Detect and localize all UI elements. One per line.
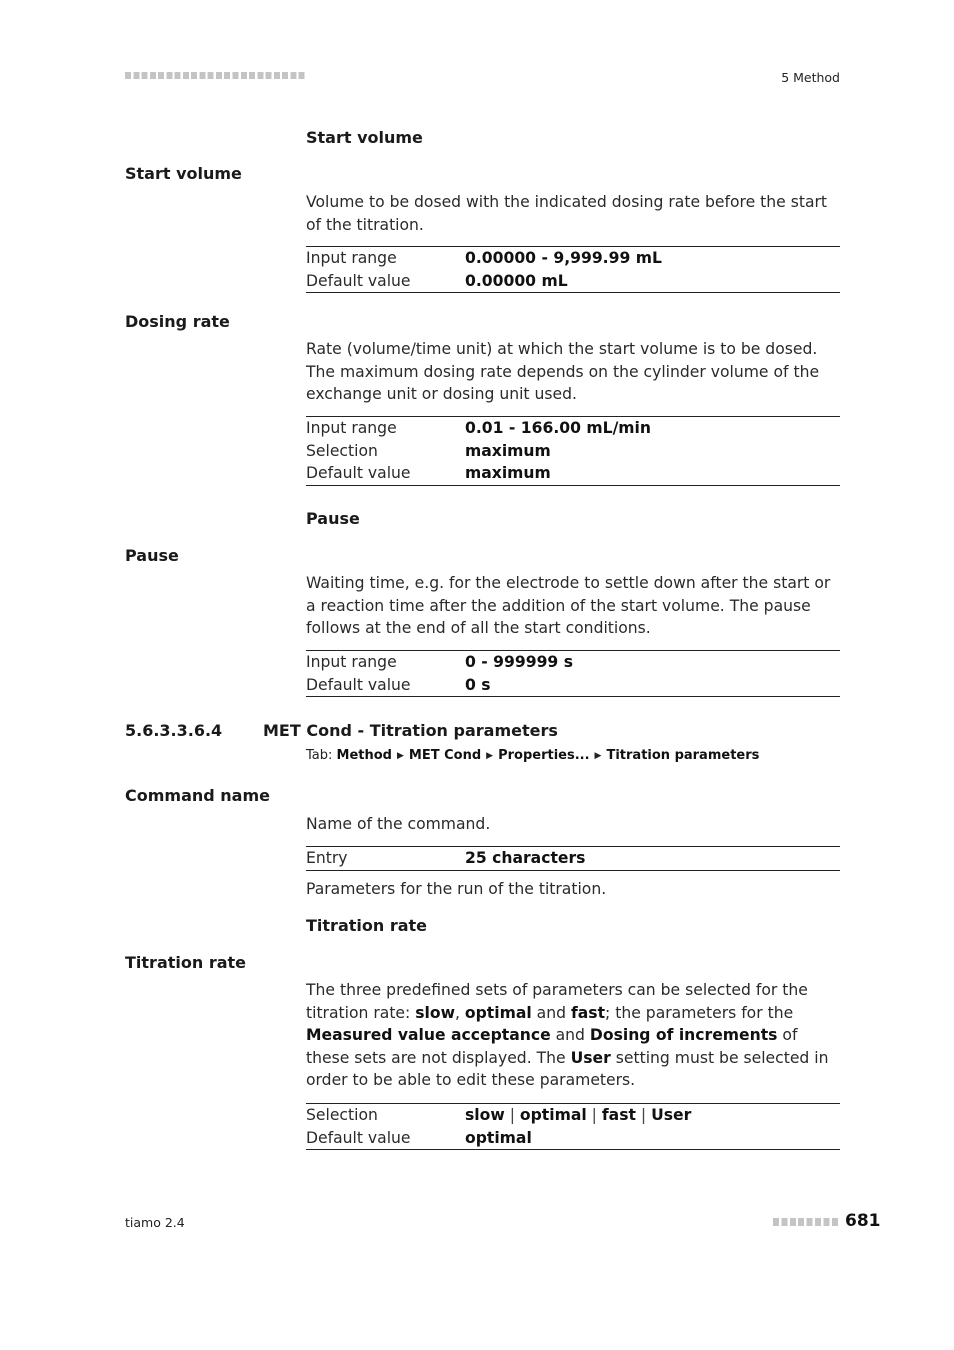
tab-path [306,748,759,763]
pause-description: Waiting time, e.g. for the electrode to settle down after the start or a reaction time after the addition of the start volume. The pause follows at the end of all the start conditions. [306,574,831,638]
command-name-note: Parameters for the run of the titration. [306,880,607,898]
command-name-table [306,846,840,871]
row-key: Input range [306,419,397,437]
table-row [306,440,840,463]
row-value: 25 characters [465,849,586,867]
triangle-right-icon: ▶ [397,751,404,761]
row-value: optimal [465,1128,532,1147]
row-value: 0.01 - 166.00 mL/min [465,419,651,437]
param-label-pause: Pause [125,546,179,565]
subheading-pause: Pause [306,509,360,528]
footer-decoration [773,1218,840,1226]
row-value: 0 - 999999 s [465,653,573,671]
triangle-right-icon: ▶ [486,751,494,761]
table-row [306,247,840,270]
table-row [306,1104,840,1127]
pause-table [306,650,840,697]
subheading-titration-rate: Titration rate [306,916,428,935]
tab-path-item: Titration parameters [606,748,760,763]
row-value: 0 s [465,675,491,694]
row-key: Input range [306,653,397,671]
table-row [306,1127,840,1150]
titration-rate-description: The three predefined sets of parameters can be selected for the titration rate: slow, optimal and fast; the parameters for the Measured value acceptance and Dosing of increments of these sets are not displayed. The User setting must be selected in order to be able to edit these parameters. [306,981,829,1090]
row-value: 0.00000 - 9,999.99 mL [465,249,662,267]
row-key: Selection [306,1106,378,1124]
param-label-command-name: Command name [125,786,270,805]
chapter-label: 5 Method [781,70,840,85]
tab-path-item: MET Cond [408,748,482,763]
table-row [306,651,840,674]
row-value: 0.00000 mL [465,271,568,290]
triangle-right-icon: ▶ [594,751,602,761]
page-number: 681 [845,1211,881,1231]
table-row [306,674,840,697]
row-value: maximum [465,441,551,460]
row-value: slow | optimal | fast | User [465,1106,692,1124]
dosing-rate-description: Rate (volume/time unit) at which the start volume is to be dosed. The maximum dosing rate depends on the cylinder volume of the exchange unit or dosing unit used. [306,340,820,404]
param-label-start-volume: Start volume [125,164,242,183]
header-decoration [125,72,307,79]
start-volume-table [306,246,840,293]
row-key: Input range [306,249,397,267]
row-key: Default value [306,675,411,694]
row-key: Default value [306,271,411,290]
section-number: 5.6.3.3.6.4 [125,721,223,740]
table-row [306,847,840,870]
dosing-rate-table [306,416,840,486]
row-key: Default value [306,1128,411,1147]
row-value: maximum [465,464,551,482]
row-key: Default value [306,464,411,482]
footer-product: tiamo 2.4 [125,1215,185,1230]
table-row [306,462,840,485]
tab-path-item: Properties... [498,748,590,763]
param-label-dosing-rate: Dosing rate [125,312,230,331]
titration-rate-table [306,1103,840,1150]
param-label-titration-rate: Titration rate [125,953,247,972]
tab-path-item: Method [336,748,392,763]
command-name-description: Name of the command. [306,815,491,833]
table-row [306,270,840,293]
row-key: Selection [306,441,378,460]
row-key: Entry [306,849,348,867]
table-row [306,417,840,440]
subheading-start-volume: Start volume [306,128,423,147]
section-title: MET Cond - Titration parameters [263,721,558,740]
tab-prefix: Tab: [306,748,333,763]
start-volume-description: Volume to be dosed with the indicated dosing rate before the start of the titration. [306,193,828,234]
